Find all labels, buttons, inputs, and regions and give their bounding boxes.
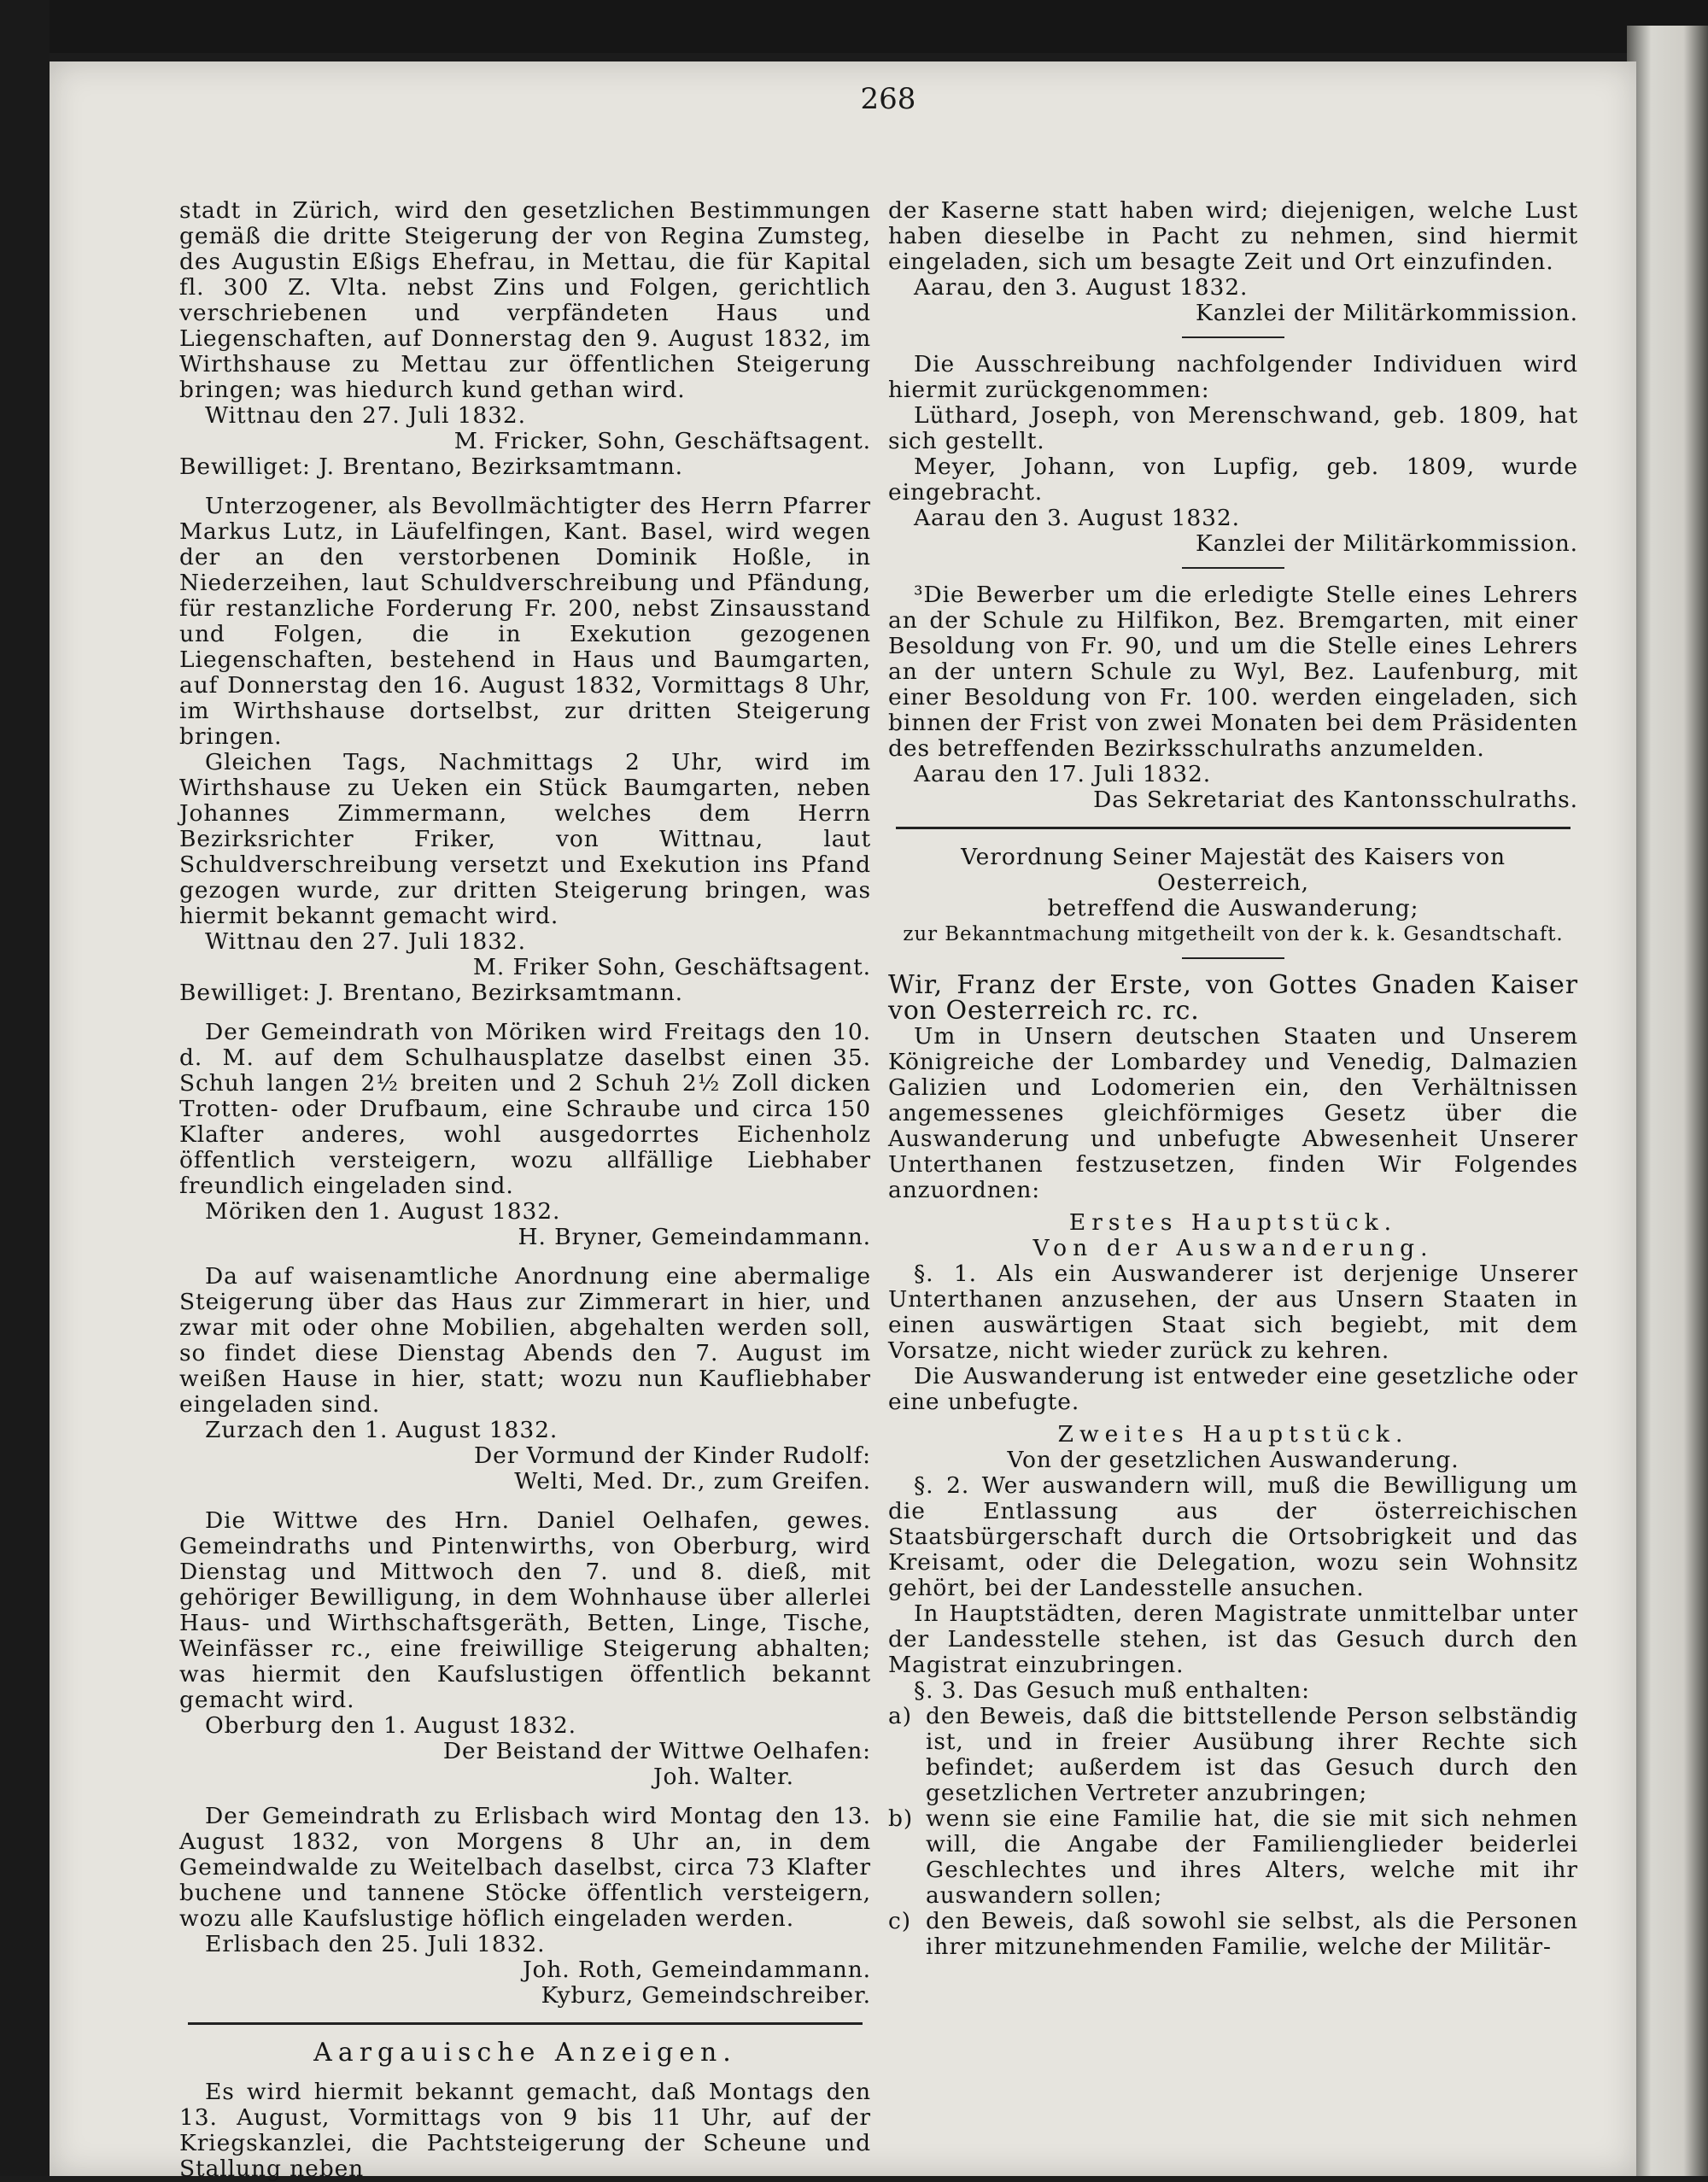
paragraph-2: §. 2. Wer auswandern will, muß die Bewilligung um die Entlassung aus der österreichischen Staatsbürgerschaft durch die Ortsobrigkeit und das Kreisamt, oder die Delegation, wozu sein Wohnsitz gehört, bei der Landesstelle ansuchen. (888, 1472, 1578, 1601)
notice-oberburg-date: Oberburg den 1. August 1832. (205, 1712, 576, 1739)
withdrawal-signer: Kanzlei der Militärkommission. (1196, 530, 1578, 557)
list-item (888, 1909, 1578, 1960)
withdrawal-intro: Die Ausschreibung nachfolgender Individuen wird hiermit zurückgenommen: (888, 351, 1578, 403)
section-divider (188, 2022, 863, 2025)
notice-oberburg-signer2: Joh. Walter. (652, 1764, 794, 1790)
kaserne-cont-date: Aarau, den 3. August 1832. (914, 274, 1249, 301)
notice-mettau-date: Wittnau den 27. Juli 1832. (205, 402, 526, 429)
withdrawal-item-1: Lüthard, Joseph, von Merenschwand, geb. 1809, hat sich gestellt. (888, 402, 1578, 454)
notice-mettau-text: stadt in Zürich, wird den gesetzlichen Bestimmungen gemäß die dritte Steigerung der von Regina Zumsteg, des Augustin Eßigs Ehefrau, in Mettau, die für Kapital fl. 300 Z. Vlta. nebst Zins und Folgen, gerichtlich verschriebenen und verpfändeten Haus und Liegenschaften, auf Donnerstag den 9. August 1832, im Wirthshause zu Mettau zur öffentlichen Steigerung bringen; was hiedurch kund gethan wird. (179, 197, 871, 403)
notice-oberburg-text: Die Wittwe des Hrn. Daniel Oelhafen, gewes. Gemeindraths und Pintenwirths, von Oberburg, wird Dienstag und Mittwoch den 7. und 8. dieß, mit gehöriger Bewilligung, in dem Wohnhause über allerlei Haus- und Wirthschaftsgeräth, Betten, Linge, Tische, Weinfässer rc., eine freiwillige Steigerung abhalten; was hiermit den Kaufslustigen öffentlich bekannt gemacht wird. (179, 1507, 871, 1713)
paragraph-2b: In Hauptstädten, deren Magistrate unmittelbar unter der Landesstelle stehen, ist das Gesuch durch den Magistrat einzubringen. (888, 1600, 1578, 1678)
notice-moeriken-text: Der Gemeindrath von Möriken wird Freitags den 10. d. M. auf dem Schulhausplatze daselbst einen 35. Schuh langen 2½ breiten und 2 Schuh 2½ Zoll dicken Trotten- oder Drufbaum, eine Schraube und circa 150 Klafter anderes, wohl ausgedorrtes Eichenholz öffentlich versteigern, wozu allfällige Liebhaber freundlich eingeladen sind. (179, 1019, 871, 1199)
scan-background (0, 0, 1708, 53)
left-column (179, 198, 871, 2182)
list-item-text: den Beweis, daß sowohl sie selbst, als die Personen ihrer mitzunehmenden Familie, welche der Militär- (926, 1908, 1578, 1960)
list-item-label: b) (888, 1805, 914, 1832)
notice-zurzach-signer2: Welti, Med. Dr., zum Greifen. (514, 1468, 871, 1495)
kaserne-cont-text: der Kaserne statt haben wird; diejenigen, welche Lust haben dieselbe in Pacht zu nehmen, sind hiermit eingeladen, sich um besagte Zeit und Ort einzufinden. (888, 197, 1578, 275)
list-item (888, 1806, 1578, 1909)
notice-zurzach-text: Da auf waisenamtliche Anordnung eine abermalige Steigerung über das Haus zur Zimmerart in hier, und zwar mit oder ohne Mobilien, abgehalten werden soll, so findet diese Dienstag Abends den 7. August im weißen Hause in hier, statt; wozu nun Kaufliebhaber eingeladen sind. (179, 1263, 871, 1418)
ordinance-opening: Wir, Franz der Erste, von Gottes Gnaden Kaiser von Oesterreich rc. rc. (888, 970, 1578, 1026)
notice-erlisbach-signer1: Joh. Roth, Gemeindammann. (522, 1957, 871, 1983)
list-item-label: c) (888, 1908, 911, 1934)
list-item (888, 1704, 1578, 1806)
ordinance-title-2: betreffend die Auswanderung; (1047, 895, 1419, 921)
notice-lutz-signer: M. Friker Sohn, Geschäftsagent. (472, 954, 871, 980)
ordinance-title-1: Verordnung Seiner Majestät des Kaisers von Oesterreich, (961, 844, 1506, 896)
teachers-text: ³Die Bewerber um die erledigte Stelle eines Lehrers an der Schule zu Hilfikon, Bez. Bremgarten, mit einer Besoldung von Fr. 90, und um die Stelle eines Lehrers an der untern Schule zu Wyl, Bez. Laufenburg, mit einer Besoldung von Fr. 100. werden eingeladen, sich binnen der Frist von zwei Monaten bei dem Präsidenten des betreffenden Bezirksschulraths anzumelden. (888, 582, 1578, 762)
notice-mettau-approval: Bewilliget: J. Brentano, Bezirksamtmann. (179, 453, 683, 480)
chapter-2-heading: Zweites Hauptstück. (1057, 1421, 1409, 1448)
divider (1182, 336, 1284, 338)
page-number: 268 (860, 82, 916, 116)
paragraph-3: §. 3. Das Gesuch muß enthalten: (914, 1677, 1311, 1704)
list-item-text: wenn sie eine Familie hat, die sie mit sich nehmen will, die Angabe der Familienglieder beiderlei Geschlechtes und ihres Alters, welche mit ihr auswandern sollen; (926, 1805, 1578, 1909)
notice-mettau-signer: M. Fricker, Sohn, Geschäftsagent. (453, 428, 871, 454)
paragraph-1b: Die Auswanderung ist entweder eine gesetzliche oder eine unbefugte. (888, 1363, 1578, 1415)
section-divider (896, 827, 1571, 829)
notice-moeriken-date: Möriken den 1. August 1832. (205, 1198, 561, 1225)
chapter-1-heading: Erstes Hauptstück. (1068, 1209, 1398, 1236)
notice-oberburg-signer1: Der Beistand der Wittwe Oelhafen: (442, 1738, 871, 1764)
list-item-label: a) (888, 1703, 912, 1729)
withdrawal-item-2: Meyer, Johann, von Lupfig, geb. 1809, wurde eingebracht. (888, 453, 1578, 506)
withdrawal-date: Aarau den 3. August 1832. (914, 505, 1241, 531)
paragraph-1: §. 1. Als ein Auswanderer ist derjenige Unserer Unterthanen anzusehen, der aus Unsern Staaten in einen auswärtigen Staat sich begiebt, mit dem Vorsatze, nicht wieder zurück zu kehren. (888, 1261, 1578, 1364)
divider (1182, 567, 1284, 569)
notice-lutz-text: Unterzogener, als Bevollmächtigter des Herrn Pfarrer Markus Lutz, in Läufelfingen, Kant. Basel, wird wegen der an den verstorbenen Dominik Hoßle, in Niederzeihen, laut Schuldverschreibung und Pfändung, für restanzliche Forderung Fr. 200, nebst Zinsausstand und Folgen, die in Exekution gezogenen Liegenschaften, bestehend in Haus und Baumgarten, auf Donnerstag den 16. August 1832, Vormittags 8 Uhr, im Wirthshause dortselbst, zur dritten Steigerung bringen. (179, 493, 871, 750)
chapter-1-title: Von der Auswanderung. (1032, 1235, 1434, 1261)
divider (1182, 957, 1284, 959)
notice-lutz-date: Wittnau den 27. Juli 1832. (205, 928, 526, 955)
kaserne-cont-signer: Kanzlei der Militärkommission. (1196, 300, 1578, 326)
teachers-signer: Das Sekretariat des Kantonsschulraths. (1093, 787, 1578, 813)
notice-erlisbach-date: Erlisbach den 25. Juli 1832. (205, 1931, 546, 1957)
chapter-2-title: Von der gesetzlichen Auswanderung. (1007, 1447, 1459, 1473)
notice-zurzach-signer1: Der Vormund der Kinder Rudolf: (474, 1442, 871, 1469)
teachers-date: Aarau den 17. Juli 1832. (914, 761, 1212, 787)
scan-background-left (0, 0, 50, 2176)
notice-erlisbach-signer2: Kyburz, Gemeindschreiber. (541, 1982, 871, 2009)
ordinance-preamble: Um in Unsern deutschen Staaten und Unserem Königreiche der Lombardey und Venedig, Dalmazien Galizien und Lodomerien ein, den Verhältnissen angemessenes gleichförmiges Gesetz über die Auswanderung und unbefugte Abwesenheit Unserer Unterthanen festzusetzen, finden Wir Folgendes anzuordnen: (888, 1023, 1578, 1203)
ordinance-subtitle: zur Bekanntmachung mitgetheilt von der k. k. Gesandtschaft. (903, 923, 1564, 945)
notice-moeriken-signer: H. Bryner, Gemeindammann. (518, 1224, 871, 1250)
section-heading: Aargauische Anzeigen. (313, 2038, 737, 2068)
notice-lutz-approval: Bewilliget: J. Brentano, Bezirksamtmann. (179, 980, 683, 1006)
list-item-text: den Beweis, daß die bittstellende Person selbständig ist, und in freier Ausübung ihrer Rechte sich befindet; außerdem ist das Gesuch durch den gesetzlichen Vertreter anzubringen; (926, 1703, 1578, 1806)
notice-kaserne-text: Es wird hiermit bekannt gemacht, daß Montags den 13. August, Vormittags von 9 bis 11 Uhr, auf der Kriegskanzlei, die Pachtsteigerung der Scheune und Stallung neben (179, 2079, 871, 2182)
notice-lutz-text2: Gleichen Tags, Nachmittags 2 Uhr, wird im Wirthshause zu Ueken ein Stück Baumgarten, neben Johannes Zimmermann, welches dem Herrn Bezirksrichter Friker, von Wittnau, laut Schuldverschreibung versetzt und Exekution ins Pfand gezogen wurde, zur dritten Steigerung bringen, was hiermit bekannt gemacht wird. (179, 749, 871, 929)
next-page-edge (1627, 26, 1708, 2176)
notice-erlisbach-text: Der Gemeindrath zu Erlisbach wird Montag den 13. August 1832, von Morgens 8 Uhr an, in dem Gemeindwalde zu Weitelbach daselbst, circa 73 Klafter buchene und tannene Stöcke öffentlich versteigern, wozu alle Kaufslustige höflich eingeladen werden. (179, 1803, 871, 1932)
notice-zurzach-date: Zurzach den 1. August 1832. (205, 1417, 559, 1443)
right-column (888, 198, 1578, 1960)
